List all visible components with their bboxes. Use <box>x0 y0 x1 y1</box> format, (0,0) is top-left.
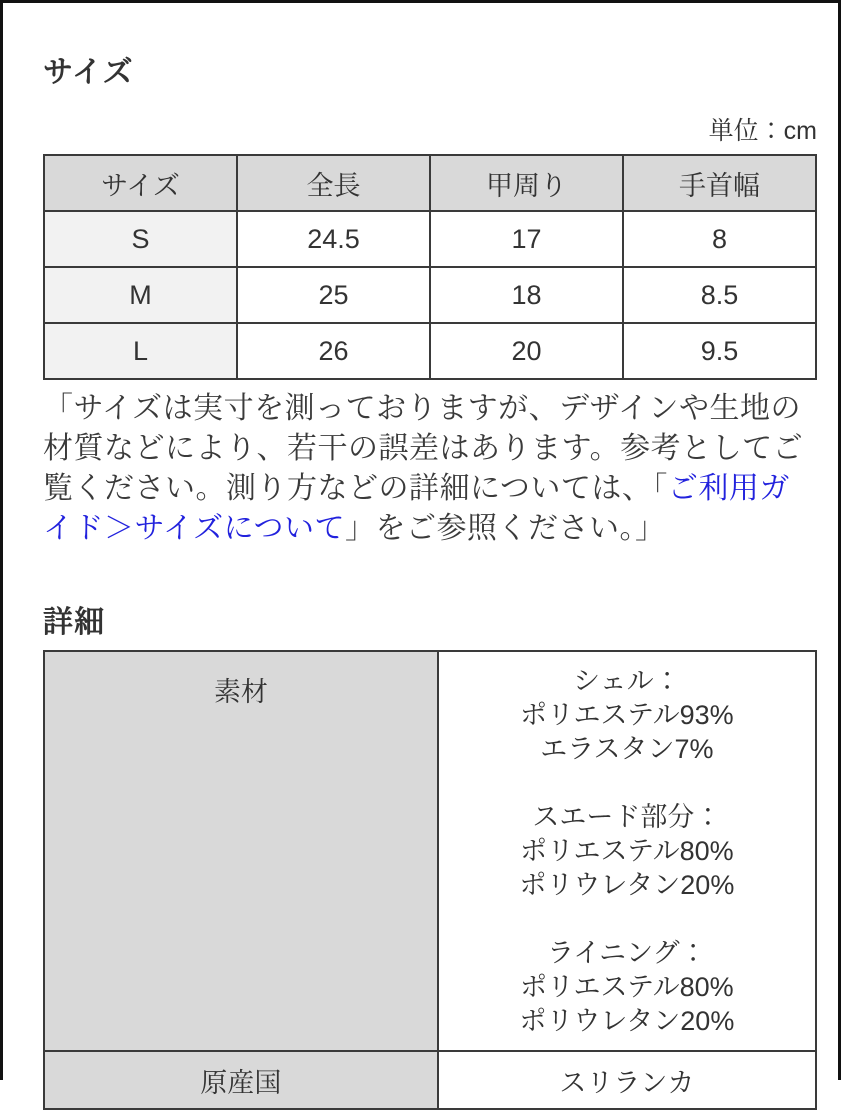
detail-table <box>43 650 817 1110</box>
size-table-row-s <box>44 211 816 267</box>
material-line: ポリウレタン20% <box>519 870 735 900</box>
material-label-cell: 素材 <box>44 651 438 1051</box>
size-value-cell: 20 <box>430 323 623 379</box>
material-line: ライニング： <box>547 938 707 968</box>
size-value-cell: 26 <box>237 323 430 379</box>
material-line: ポリエステル80% <box>520 972 734 1002</box>
size-value-cell: 18 <box>430 267 623 323</box>
size-table-row-l <box>44 323 816 379</box>
material-line-spacer <box>439 766 815 800</box>
material-line: エラスタン7% <box>540 734 714 764</box>
size-value-cell: 25 <box>237 267 430 323</box>
size-note-text-after: 」をご参照ください。」 <box>345 512 666 545</box>
size-value-cell: 9.5 <box>623 323 816 379</box>
size-table-header-row <box>44 155 816 211</box>
size-value-cell: 24.5 <box>237 211 430 267</box>
unit-label: 単位：cm <box>708 117 817 145</box>
origin-row <box>44 1051 816 1109</box>
size-table <box>43 154 817 380</box>
size-table-header-wrist-width: 手首幅 <box>623 155 816 211</box>
material-value-cell <box>438 651 816 1051</box>
size-label-cell: S <box>44 211 237 267</box>
material-line: ポリウレタン20% <box>519 1006 735 1036</box>
size-label-cell: L <box>44 323 237 379</box>
origin-label-cell: 原産国 <box>44 1051 438 1109</box>
size-value-cell: 8.5 <box>623 267 816 323</box>
size-table-header-size: サイズ <box>44 155 237 211</box>
size-section-title: サイズ <box>43 56 134 89</box>
material-line: ポリエステル93% <box>520 700 734 730</box>
material-line-spacer <box>439 902 815 936</box>
size-note <box>43 389 817 549</box>
material-row <box>44 651 816 1051</box>
size-table-row-m <box>44 267 816 323</box>
material-line: スエード部分： <box>532 802 722 832</box>
material-line: ポリエステル80% <box>520 836 734 866</box>
size-value-cell: 17 <box>430 211 623 267</box>
origin-value-cell: スリランカ <box>438 1051 816 1109</box>
usage-guide-link[interactable]: ご利用ガイド＞サイズについて <box>43 472 790 545</box>
size-table-header-total-length: 全長 <box>237 155 430 211</box>
size-note-text-before: 「サイズは実寸を測っておりますが、デザインや生地の材質などにより、若干の誤差はあります。参考としてご覧ください。測り方などの詳細については、「 <box>43 392 804 505</box>
size-table-header-palm-girth: 甲周り <box>430 155 623 211</box>
size-label-cell: M <box>44 267 237 323</box>
size-value-cell: 8 <box>623 211 816 267</box>
material-line: シェル： <box>573 666 681 696</box>
page-content <box>3 47 838 1110</box>
detail-section-title: 詳細 <box>43 606 105 639</box>
